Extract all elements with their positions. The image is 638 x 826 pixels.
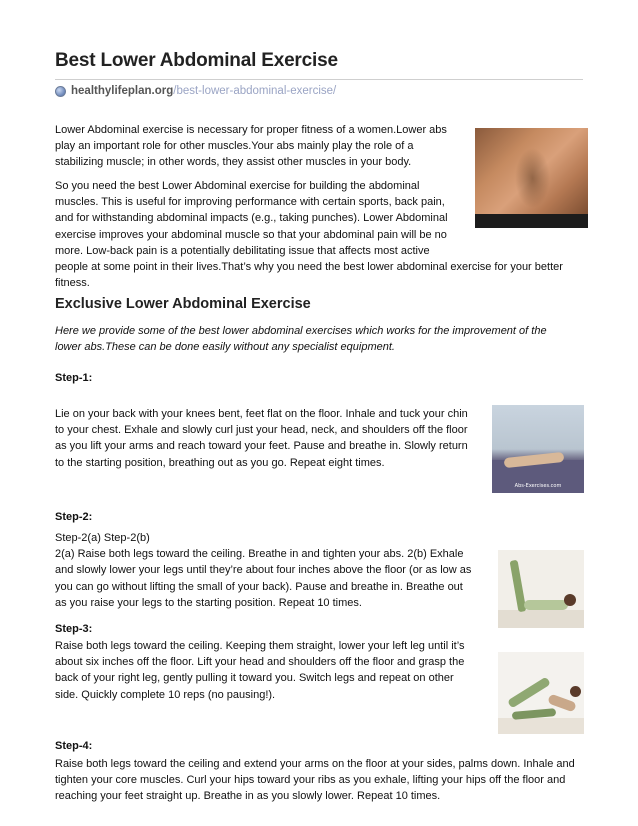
text-line: Lower Abdominal exercise is necessary for proper fitness of a women.Lower abs — [55, 124, 447, 136]
text-line: people at some point in their lives.That’s why you need the best lower abdominal exercise for your better — [55, 261, 563, 274]
text-line: lower abs.These can be done easily without any specialist equipment. — [55, 341, 395, 354]
text-line: So you need the best Lower Abdominal exercise for building the abdominal — [55, 180, 420, 192]
step-2-photo — [498, 550, 584, 628]
text-line: about six inches off the floor. Lift your head and shoulders off the floor and grasp the — [55, 656, 465, 669]
section-lead — [55, 323, 547, 355]
text-line: Raise both legs toward the ceiling. Keeping them straight, lower your left leg until it’s — [55, 640, 465, 652]
text-line: Raise both legs toward the ceiling and extend your arms on the floor at your sides, palms down. Inhale and — [55, 758, 575, 770]
text-line: reaching your feet straight up. Breathe in as you slowly lower. Repeat 10 times. — [55, 790, 441, 803]
text-line: as you raise your legs to the starting position. Repeat 10 times. — [55, 596, 362, 609]
text-line: and slowly lower your legs until they’re about four inches above the floor (or as low as — [55, 564, 472, 577]
section-heading: Exclusive Lower Abdominal Exercise — [55, 296, 311, 312]
step-3-photo — [498, 652, 584, 734]
text-line: play an important role for other muscles.Your abs mainly play the role of a — [55, 140, 414, 153]
source-link[interactable] — [55, 85, 336, 97]
text-line: fitness. — [55, 277, 90, 290]
title-divider — [55, 79, 583, 80]
source-path[interactable]: /best-lower-abdominal-exercise/ — [173, 85, 337, 97]
step-1-text — [55, 406, 468, 471]
step-1-photo — [492, 405, 584, 493]
step-1-label: Step-1: — [55, 372, 93, 384]
text-line: and for withstanding abdominal impacts (e.g., taking punches). Lower Abdominal — [55, 212, 448, 225]
intro-paragraph-1 — [55, 122, 447, 171]
text-line: 2(a) Raise both legs toward the ceiling. Breathe in and tighten your abs. 2(b) Exhale — [55, 548, 464, 561]
text-line: tighten your core muscles. Curl your hips toward your ribs as you exhale, lifting your hips off the floor and — [55, 774, 566, 787]
text-line: more. Low-back pain is a potentially debilitating issue that affects most active — [55, 244, 430, 257]
source-domain[interactable]: healthylifeplan.org — [71, 85, 174, 97]
text-line: you can go without lifting the small of your back). Pause and breathe in. Breathe out — [55, 580, 463, 593]
text-line: Here we provide some of the best lower abdominal exercises which works for the improvement of the — [55, 325, 547, 337]
text-line: exercise improves your abdominal muscle so that your abdominal pain will be no — [55, 228, 447, 241]
step-2-label: Step-2: — [55, 511, 93, 523]
text-line: to your chest. Exhale and slowly curl just your head, neck, and shoulders off the floor — [55, 424, 468, 437]
step-3-text — [55, 638, 464, 703]
text-line: Lie on your back with your knees bent, feet flat on the floor. Inhale and tuck your chin — [55, 408, 468, 420]
globe-icon — [55, 86, 66, 97]
page-title: Best Lower Abdominal Exercise — [55, 50, 338, 71]
step-3-label: Step-3: — [55, 623, 93, 635]
text-line: muscles. This is useful for improving performance with certain sports, back pain, — [55, 196, 445, 209]
text-line: stabilizing muscle; in other words, they assist other muscles in your body. — [55, 156, 412, 169]
text-line: as you lift your arms and reach toward your feet. Pause and breathe in. Slowly return — [55, 440, 468, 453]
step-2-text — [55, 530, 471, 611]
step-4-label: Step-4: — [55, 740, 93, 752]
photo-caption: Abs-Exercises.com — [514, 483, 562, 489]
text-line: back of your right leg, gently pulling it toward you. Switch legs and repeat on other — [55, 672, 454, 685]
text-line: Step-2(a) Step-2(b) — [55, 532, 150, 544]
abs-photo — [475, 128, 588, 228]
step-4-text — [55, 756, 575, 805]
text-line: to the starting position, breathing out as you go. Repeat eight times. — [55, 456, 385, 469]
text-line: side. Quickly complete 10 reps (no pausing!). — [55, 688, 276, 701]
